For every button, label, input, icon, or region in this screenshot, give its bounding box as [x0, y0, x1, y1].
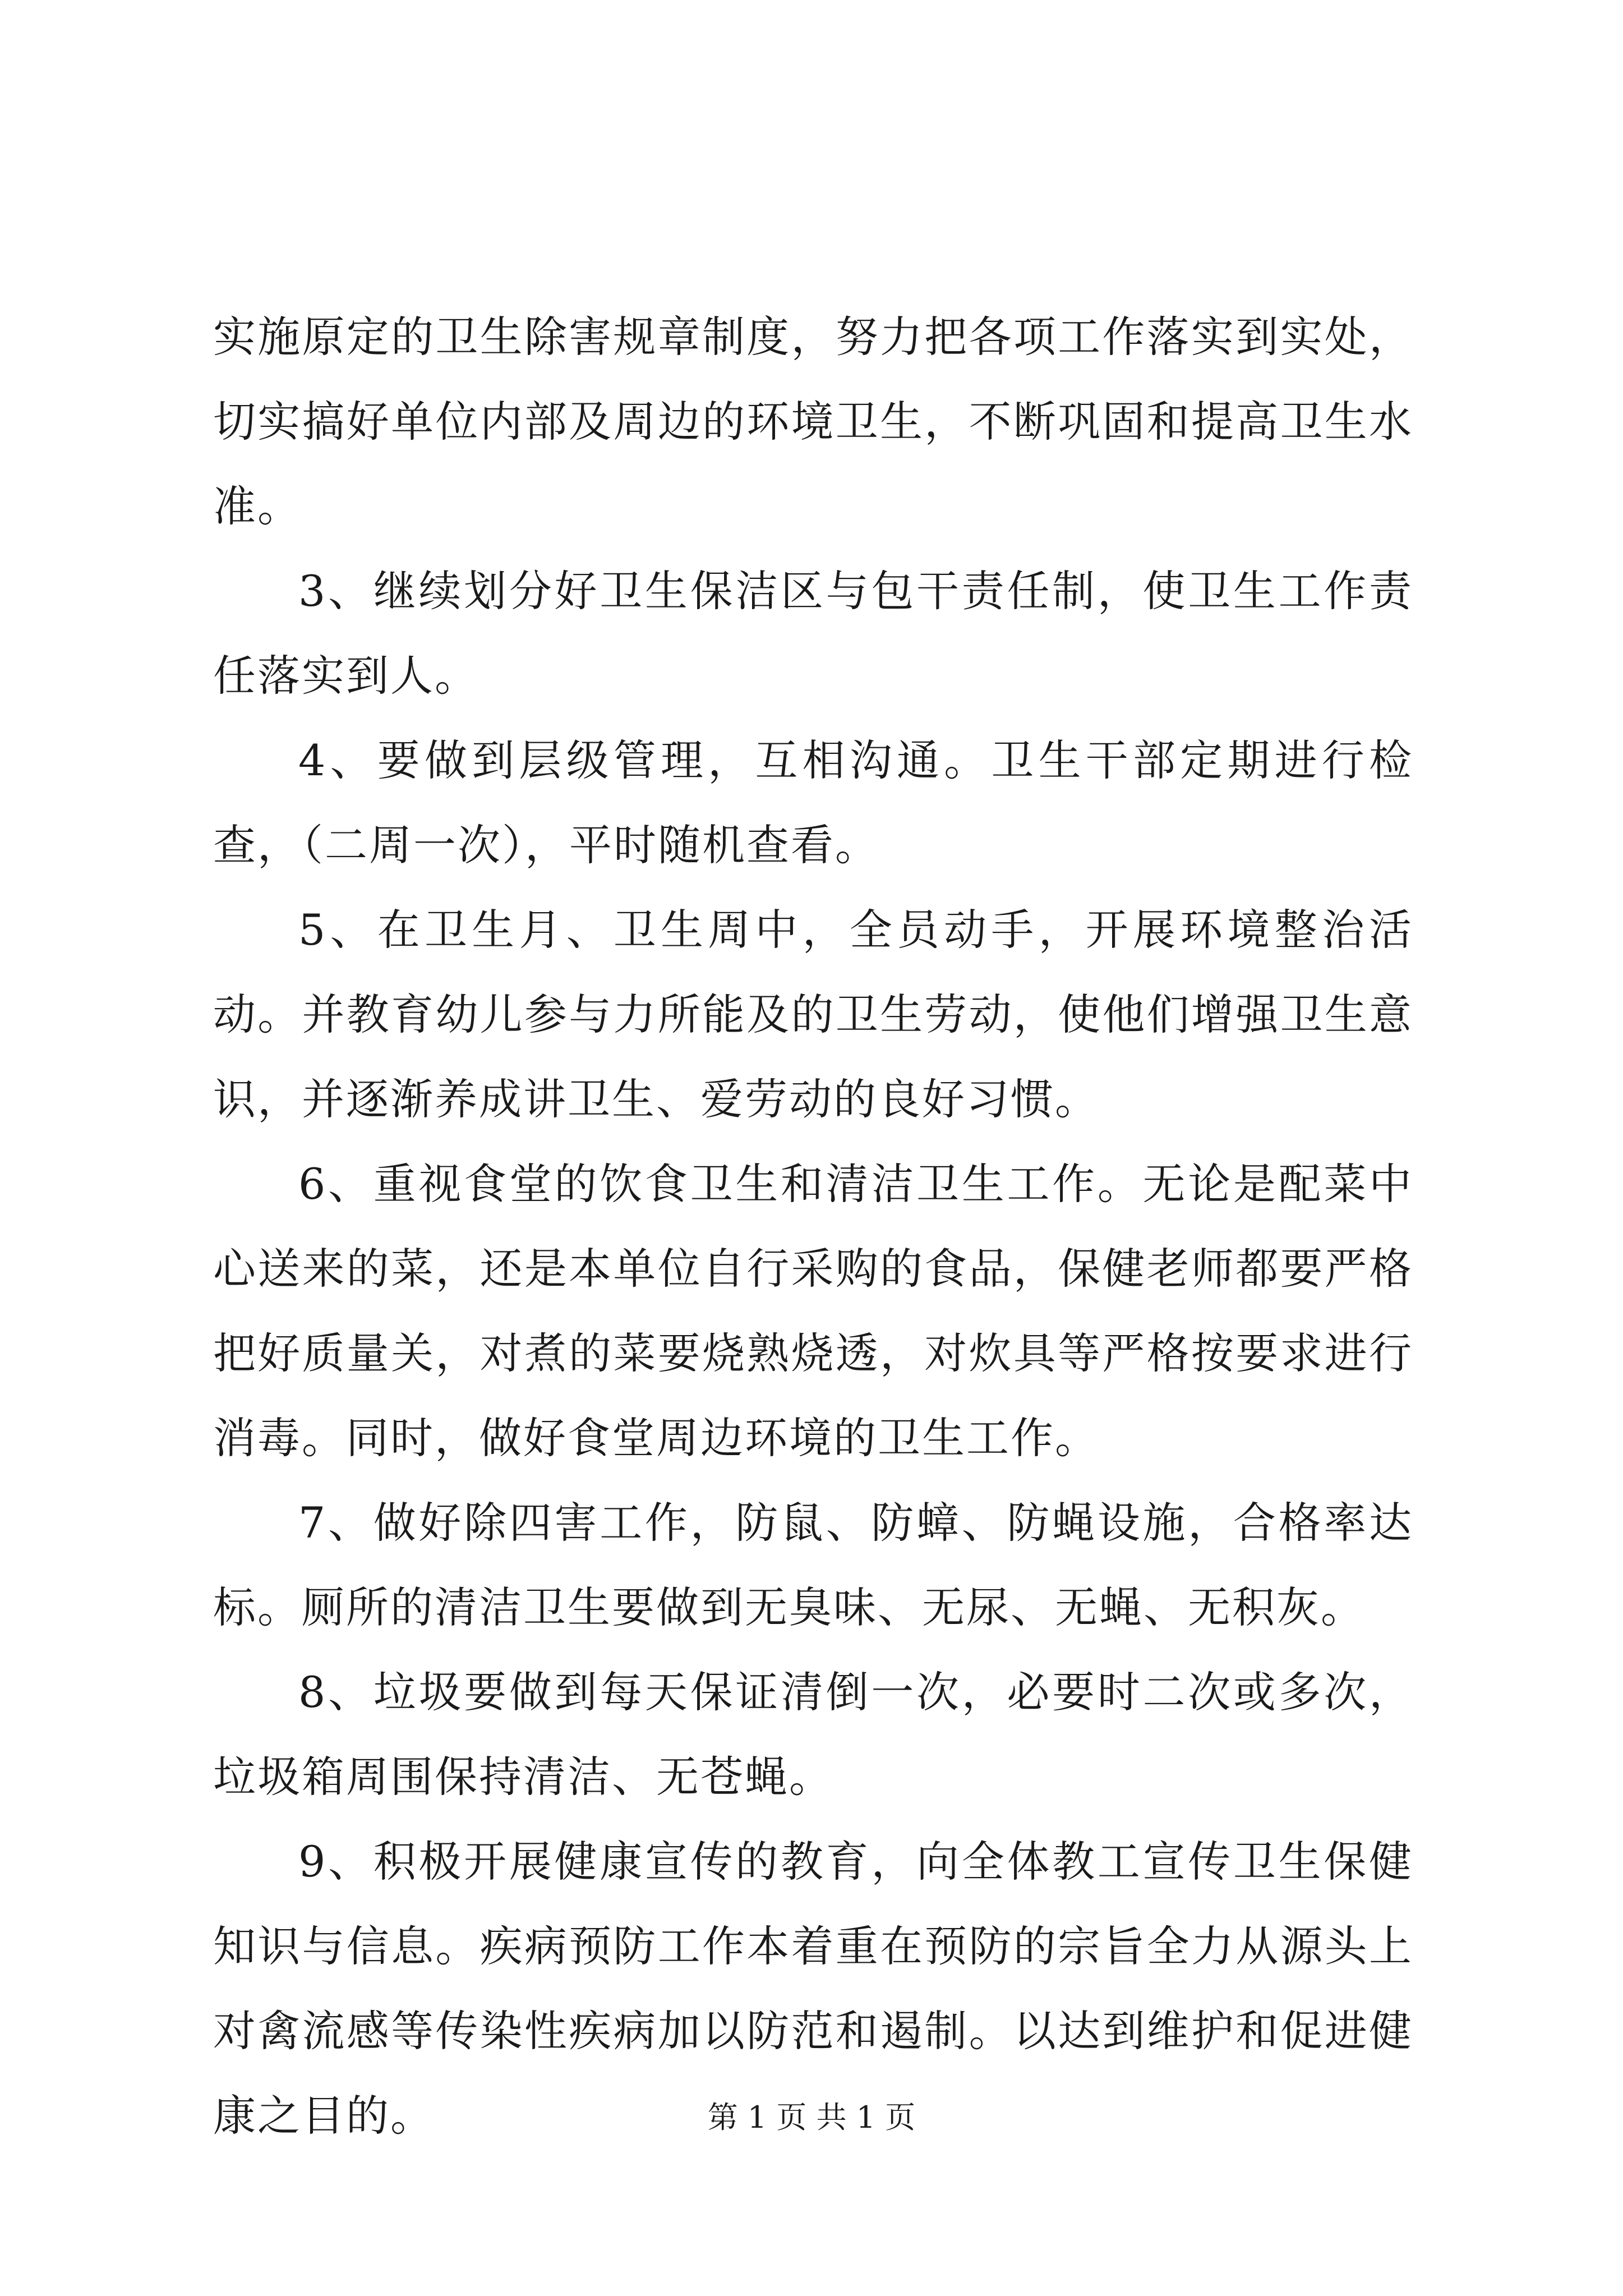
document-body — [213, 295, 1413, 2158]
paragraph-item-8: 8、垃圾要做到每天保证清倒一次，必要时二次或多次，垃圾箱周围保持清洁、无苍蝇。 — [213, 1667, 1413, 1802]
page-footer: 第 1 页 共 1 页 — [707, 2100, 916, 2135]
paragraph-item-5: 5、在卫生月、卫生周中，全员动手，开展环境整治活动。并教育幼儿参与力所能及的卫生劳动，使他们增强卫生意识，并逐渐养成讲卫生、爱劳动的良好习惯。 — [213, 905, 1413, 1124]
paragraph-item-6: 6、重视食堂的饮食卫生和清洁卫生工作。无论是配菜中心送来的菜，还是本单位自行采购的食品，保健老师都要严格把好质量关，对煮的菜要烧熟烧透，对炊具等严格按要求进行消毒。同时，做好食堂周边环境的卫生工作。 — [213, 1159, 1413, 1463]
paragraph-item-3: 3、继续划分好卫生保洁区与包干责任制，使卫生工作责任落实到人。 — [213, 566, 1413, 701]
paragraph-item-7: 7、做好除四害工作，防鼠、防蟑、防蝇设施，合格率达标。厕所的清洁卫生要做到无臭味、无尿、无蝇、无积灰。 — [213, 1498, 1413, 1632]
paragraph-continuation: 实施原定的卫生除害规章制度，努力把各项工作落实到实处，切实搞好单位内部及周边的环境卫生，不断巩固和提高卫生水准。 — [213, 312, 1413, 531]
paragraph-item-9: 9、积极开展健康宣传的教育，向全体教工宣传卫生保健知识与信息。疾病预防工作本着重在预防的宗旨全力从源头上对禽流感等传染性疾病加以防范和遏制。以达到维护和促进健康之目的。 — [213, 1837, 1413, 2141]
paragraph-item-4: 4、要做到层级管理，互相沟通。卫生干部定期进行检查，（二周一次），平时随机查看。 — [213, 735, 1413, 870]
